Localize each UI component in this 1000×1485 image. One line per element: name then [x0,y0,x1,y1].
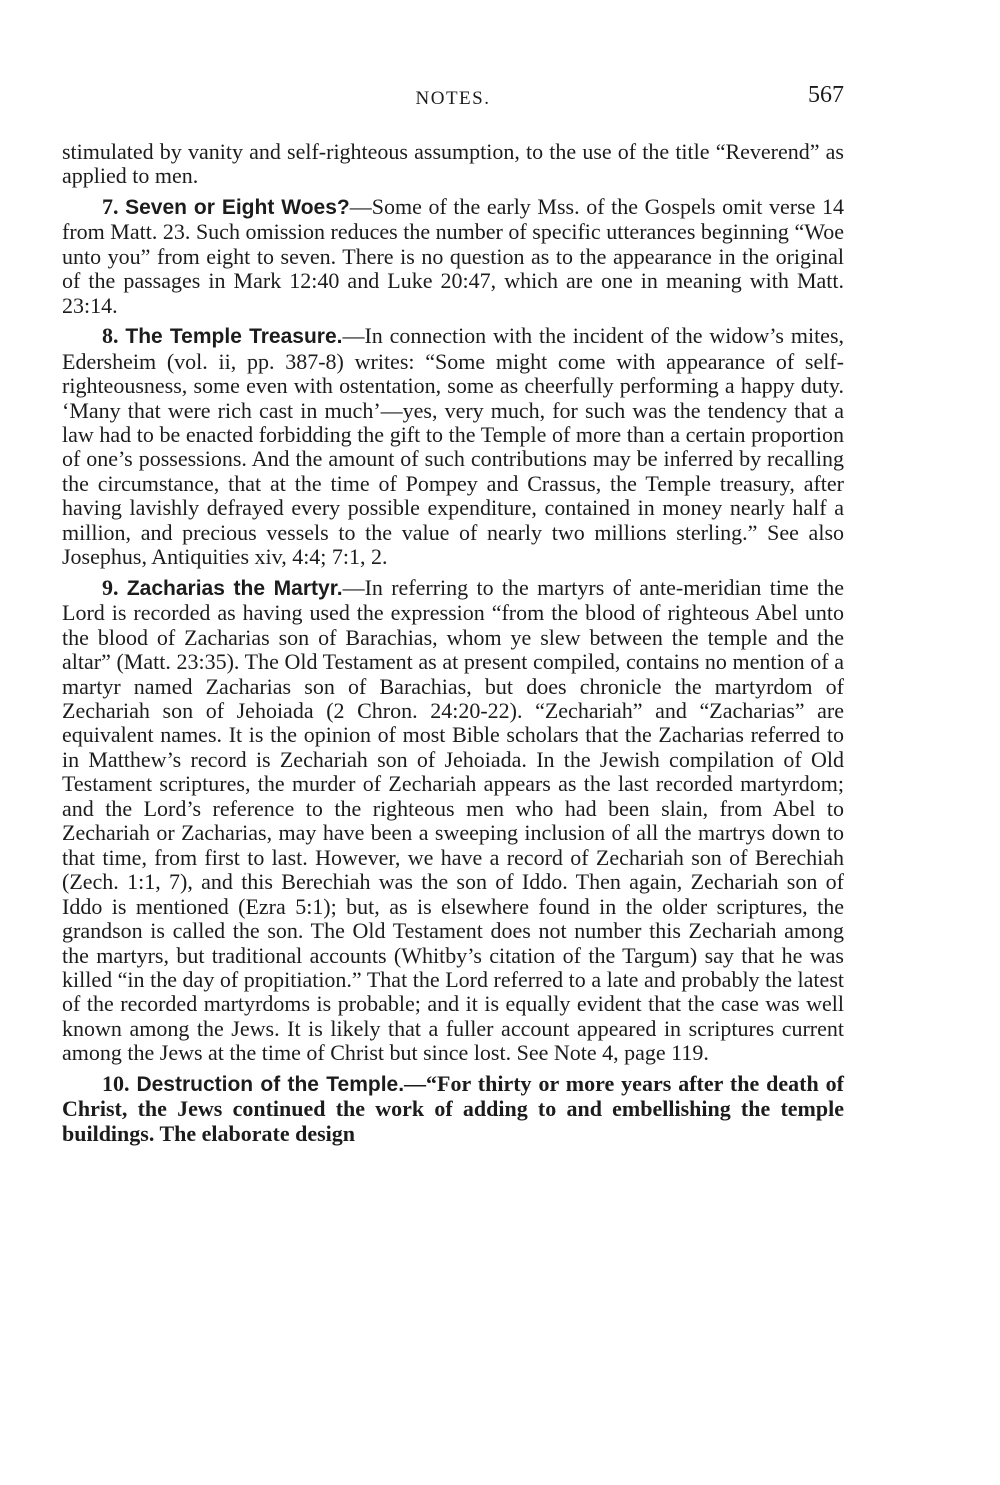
page-number: 567 [808,82,844,108]
note-7-seven-or-eight-woes [62,195,844,318]
running-head [62,82,844,116]
paragraph-text: —In connection with the incident of the widow’s mites, Edersheim (vol. ii, pp. 387-8) writes: “Some might come with appearance of self-righteousness, some even with ostentation, some as cheerfully performing a happy duty. ‘Many that were rich cast in much’—yes, very much, for such was the tendency that a law had to be enacted forbidding the gift to the Temple of more than a certain proportion of one’s possessions. And the amount of such contributions may be inferred by recalling the circumstance, that at the time of Pompey and Crassus, the Temple treasury, after having lavishly defrayed every possible expenditure, contained in money nearly half a million, and precious vessels to the value of nearly two millions sterling.” See also Josephus, Antiquities xiv, 4:4; 7:1, 2. [62,323,845,570]
note-heading: Destruction of the Temple. [136,1072,405,1096]
note-heading: Zacharias the Martyr. [126,576,343,600]
note-number: 8. [102,323,119,349]
running-title: NOTES. [415,88,491,109]
note-9-zacharias-the-martyr [62,576,844,1066]
note-heading: Seven or Eight Woes? [125,195,350,219]
note-number: 9. [102,574,119,600]
paragraph-text: —“For thirty or more years after the death of Christ, the Jews continued the work of adding to and embellishing the temple buildings. The elaborate design [62,1070,844,1146]
note-10-destruction-of-the-temple [62,1072,844,1146]
note-8-temple-treasure [62,324,844,570]
paragraph-text: —In referring to the martyrs of ante-meridian time the Lord is recorded as having used the expression “from the blood of righteous Abel unto the blood of Zacharias son of Barachias, whom ye slew between the temple and the altar” (Matt. 23:35). The Old Testament as at present compiled, contains no mention of a martyr named Zacharias son of Barachias, but does chronicle the martyrdom of Zechariah son of Jehoiada (2 Chron. 24:20-22). “Zechariah” and “Zacharias” are equivalent names. It is the opinion of most Bible scholars that the Zacharias referred to in Matthew’s record is Zechariah son of Jehoiada. In the Jewish compilation of Old Testament scriptures, the murder of Zechariah appears as the last recorded martyrdom; and the Lord’s reference to the righteous men who had been slain, from Abel to Zechariah or Zacharias, may have been a sweeping inclusion of all the martrys down to that time, from first to last. However, we have a record of Zechariah son of Berechiah (Zech. 1:1, 7), and this Berechiah was the son of Iddo. Then again, Zechariah son of Iddo is mentioned (Ezra 5:1); but, as is elsewhere found in the older scriptures, the grandson is called the son. The Old Testament does not number this Zechariah among the martyrs, but traditional accounts (Whitby’s citation of the Targum) say that he was killed “in the day of propitiation.” That the Lord referred to a late and probably the latest of the recorded martyrdoms is probable; and it is equally evident that the case was well known among the Jews. It is likely that a fuller account appeared in scriptures current among the Jews at the time of Christ but since lost. See Note 4, page 119. [62,574,845,1066]
notes-body [62,140,844,1152]
note-heading: The Temple Treasure. [125,325,343,349]
paragraph-text: —Some of the early Mss. of the Gospels omit verse 14 from Matt. 23. Such omission reduces the number of specific utterances beginning “Woe unto you” from eight to seven. There is no question as to the appearance in the original of the passages in Mark 12:40 and Luke 20:47, which are one in meaning with Matt. 23:14. [62,193,845,318]
note-number: 7. [102,193,119,219]
note-number: 10. [102,1070,130,1096]
paragraph-text: stimulated by vanity and self-righteous assumption, to the use of the title “Reverend” as applied to men. [62,139,844,189]
paragraph-continuation [62,140,844,189]
